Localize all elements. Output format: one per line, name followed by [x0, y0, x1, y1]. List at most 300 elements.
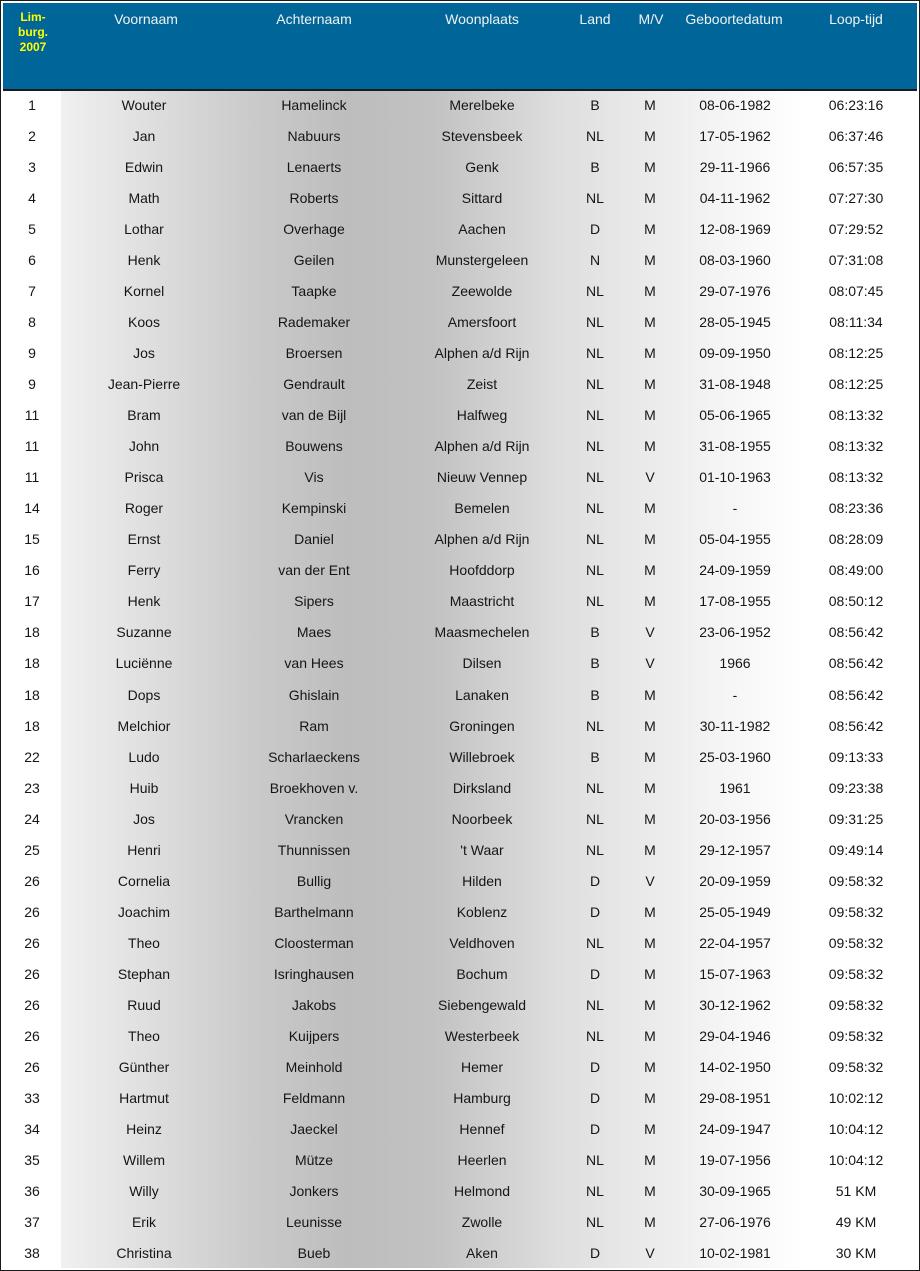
- cell-geboortedatum: 24-09-1947: [699, 1121, 771, 1137]
- cell-mv: M: [644, 904, 656, 920]
- cell-mv: M: [644, 997, 656, 1013]
- cell-mv: M: [644, 593, 656, 609]
- cell-mv: M: [644, 97, 656, 113]
- cell-mv: M: [644, 531, 656, 547]
- cell-voornaam: Theo: [128, 935, 160, 951]
- cell-land: B: [590, 687, 600, 703]
- table-row: [3, 1026, 917, 1048]
- cell-woonplaats: Dirksland: [452, 780, 512, 796]
- cell-looptijd: 10:04:12: [828, 1121, 884, 1137]
- cell-mv: M: [644, 1152, 656, 1168]
- cell-woonplaats: Zeist: [466, 376, 498, 392]
- cell-position: 17: [24, 593, 40, 609]
- cell-land: NL: [586, 718, 604, 734]
- cell-land: NL: [586, 562, 604, 578]
- cell-mv: M: [644, 376, 656, 392]
- cell-woonplaats: Amersfoort: [447, 314, 517, 330]
- cell-position: 25: [24, 842, 40, 858]
- cell-looptijd: 08:11:34: [829, 314, 883, 330]
- cell-position: 11: [24, 407, 40, 423]
- table-row: [3, 809, 917, 831]
- cell-voornaam: Willy: [129, 1183, 159, 1199]
- cell-mv: V: [645, 624, 655, 640]
- table-row: [3, 157, 917, 179]
- cell-mv: M: [644, 345, 656, 361]
- table-row: [3, 685, 917, 707]
- cell-geboortedatum: 08-06-1982: [699, 97, 771, 113]
- cell-voornaam: Henk: [127, 593, 161, 609]
- cell-achternaam: Maes: [296, 624, 332, 640]
- cell-position: 37: [24, 1214, 40, 1230]
- cell-mv: V: [645, 1245, 655, 1261]
- cell-achternaam: Jonkers: [289, 1183, 339, 1199]
- cell-achternaam: Kuijpers: [288, 1028, 340, 1044]
- header-voornaam: Voornaam: [114, 11, 178, 27]
- cell-woonplaats: Siebengewald: [438, 997, 526, 1013]
- cell-land: NL: [586, 780, 604, 796]
- cell-geboortedatum: 01-10-1963: [699, 469, 771, 485]
- cell-geboortedatum: 31-08-1948: [699, 376, 771, 392]
- cell-looptijd: 09:58:32: [828, 935, 884, 951]
- table-row: [3, 902, 917, 924]
- header-achternaam: Achternaam: [276, 11, 352, 27]
- cell-woonplaats: Alphen a/d Rijn: [434, 438, 530, 454]
- cell-achternaam: Geilen: [293, 252, 335, 268]
- cell-mv: M: [644, 966, 656, 982]
- cell-geboortedatum: 10-02-1981: [699, 1245, 771, 1261]
- cell-land: D: [589, 1245, 601, 1261]
- cell-woonplaats: Lanaken: [455, 687, 509, 703]
- table-row: [3, 498, 917, 520]
- cell-geboortedatum: 14-02-1950: [699, 1059, 771, 1075]
- cell-looptijd: 10:04:12: [828, 1152, 884, 1168]
- table-row: [3, 1057, 917, 1079]
- cell-woonplaats: Genk: [465, 159, 499, 175]
- table-row: [3, 312, 917, 334]
- cell-land: NL: [586, 128, 604, 144]
- cell-geboortedatum: 24-09-1959: [699, 562, 771, 578]
- cell-mv: M: [644, 718, 656, 734]
- cell-achternaam: Nabuurs: [287, 128, 341, 144]
- cell-voornaam: Edwin: [124, 159, 164, 175]
- table-row: [3, 591, 917, 613]
- cell-looptijd: 51 KM: [835, 1183, 877, 1199]
- cell-geboortedatum: 05-06-1965: [699, 407, 771, 423]
- cell-position: 26: [24, 966, 40, 982]
- cell-voornaam: Ferry: [127, 562, 161, 578]
- cell-land: NL: [586, 376, 604, 392]
- cell-geboortedatum: 19-07-1956: [699, 1152, 771, 1168]
- table-row: [3, 529, 917, 551]
- cell-voornaam: Math: [128, 190, 160, 206]
- cell-position: 18: [24, 718, 40, 734]
- cell-mv: M: [644, 811, 656, 827]
- cell-looptijd: 08:12:25: [828, 345, 884, 361]
- cell-woonplaats: Bochum: [456, 966, 508, 982]
- cell-voornaam: Dops: [127, 687, 161, 703]
- cell-land: NL: [586, 935, 604, 951]
- table-row: [3, 622, 917, 644]
- cell-voornaam: Theo: [128, 1028, 160, 1044]
- cell-looptijd: 08:56:42: [828, 718, 884, 734]
- cell-position: 35: [24, 1152, 40, 1168]
- table-row: [3, 281, 917, 303]
- table-row: [3, 250, 917, 272]
- cell-mv: M: [644, 438, 656, 454]
- cell-achternaam: Jakobs: [291, 997, 337, 1013]
- cell-land: NL: [586, 593, 604, 609]
- cell-looptijd: 07:29:52: [828, 221, 884, 237]
- cell-geboortedatum: 30-11-1982: [699, 718, 771, 734]
- year-label: [7, 10, 59, 55]
- cell-achternaam: van de Bijl: [281, 407, 347, 423]
- cell-geboortedatum: 05-04-1955: [699, 531, 771, 547]
- cell-voornaam: Prisca: [124, 469, 164, 485]
- table-row: [3, 560, 917, 582]
- cell-looptijd: 08:23:36: [828, 500, 884, 516]
- cell-position: 5: [28, 221, 36, 237]
- cell-looptijd: 09:49:14: [828, 842, 884, 858]
- cell-geboortedatum: 22-04-1957: [699, 935, 771, 951]
- cell-voornaam: Ruud: [127, 997, 161, 1013]
- table-row: [3, 995, 917, 1017]
- cell-position: 15: [24, 531, 40, 547]
- cell-mv: V: [645, 873, 655, 889]
- cell-land: NL: [586, 811, 604, 827]
- table-row: [3, 467, 917, 489]
- cell-geboortedatum: 29-11-1966: [699, 159, 771, 175]
- cell-looptijd: 49 KM: [835, 1214, 877, 1230]
- cell-achternaam: Mütze: [294, 1152, 334, 1168]
- table-row: [3, 1150, 917, 1172]
- cell-looptijd: 09:13:33: [828, 749, 884, 765]
- table-row: [3, 95, 917, 117]
- table-row: [3, 964, 917, 986]
- cell-voornaam: Jos: [133, 811, 155, 827]
- year-label-line: 2007: [19, 40, 47, 54]
- cell-voornaam: Jean-Pierre: [107, 376, 181, 392]
- cell-mv: M: [644, 842, 656, 858]
- cell-voornaam: Jan: [132, 128, 156, 144]
- cell-mv: M: [644, 283, 656, 299]
- cell-geboortedatum: 30-12-1962: [699, 997, 771, 1013]
- cell-geboortedatum: 29-04-1946: [699, 1028, 771, 1044]
- cell-looptijd: 08:13:32: [828, 469, 884, 485]
- cell-mv: V: [645, 655, 655, 671]
- cell-woonplaats: Aken: [466, 1245, 498, 1261]
- cell-woonplaats: Merelbeke: [449, 97, 515, 113]
- cell-looptijd: 08:56:42: [828, 624, 884, 640]
- cell-mv: M: [644, 749, 656, 765]
- cell-looptijd: 30 KM: [835, 1245, 877, 1261]
- cell-woonplaats: Nieuw Vennep: [436, 469, 528, 485]
- header-mv: M/V: [638, 11, 664, 27]
- cell-land: NL: [586, 1152, 604, 1168]
- cell-woonplaats: Maastricht: [449, 593, 515, 609]
- cell-voornaam: Cornelia: [117, 873, 171, 889]
- table-row: [3, 1243, 917, 1265]
- cell-looptijd: 08:56:42: [828, 687, 884, 703]
- cell-position: 6: [28, 252, 36, 268]
- cell-position: 38: [24, 1245, 40, 1261]
- cell-mv: M: [644, 1028, 656, 1044]
- cell-voornaam: Wouter: [121, 97, 167, 113]
- cell-position: 34: [24, 1121, 40, 1137]
- cell-achternaam: Meinhold: [285, 1059, 343, 1075]
- cell-position: 16: [24, 562, 40, 578]
- cell-land: NL: [586, 469, 604, 485]
- cell-voornaam: Günther: [118, 1059, 170, 1075]
- cell-looptijd: 09:23:38: [828, 780, 884, 796]
- cell-woonplaats: Sittard: [461, 190, 503, 206]
- cell-position: 11: [24, 469, 40, 485]
- cell-land: NL: [586, 531, 604, 547]
- cell-geboortedatum: 09-09-1950: [699, 345, 771, 361]
- cell-voornaam: Henk: [127, 252, 161, 268]
- table-row: [3, 1212, 917, 1234]
- cell-land: D: [589, 904, 601, 920]
- cell-voornaam: Henri: [127, 842, 161, 858]
- cell-position: 18: [24, 624, 40, 640]
- cell-mv: M: [644, 500, 656, 516]
- cell-achternaam: Broersen: [285, 345, 343, 361]
- cell-woonplaats: Hennef: [459, 1121, 505, 1137]
- table-row: [3, 219, 917, 241]
- table-row: [3, 933, 917, 955]
- cell-mv: M: [644, 935, 656, 951]
- cell-voornaam: Bram: [127, 407, 161, 423]
- cell-position: 26: [24, 1028, 40, 1044]
- cell-position: 23: [24, 780, 40, 796]
- cell-woonplaats: 't Waar: [460, 842, 504, 858]
- cell-achternaam: Bouwens: [285, 438, 343, 454]
- cell-mv: M: [644, 159, 656, 175]
- cell-achternaam: Roberts: [289, 190, 339, 206]
- cell-geboortedatum: 30-09-1965: [699, 1183, 771, 1199]
- cell-geboortedatum: 04-11-1962: [699, 190, 771, 206]
- cell-achternaam: Thunnissen: [277, 842, 351, 858]
- cell-looptijd: 07:31:08: [828, 252, 884, 268]
- cell-mv: V: [645, 469, 655, 485]
- table-row: [3, 747, 917, 769]
- cell-geboortedatum: 08-03-1960: [699, 252, 771, 268]
- cell-woonplaats: Willebroek: [449, 749, 515, 765]
- cell-looptijd: 08:28:09: [828, 531, 884, 547]
- table-row: [3, 778, 917, 800]
- year-label-line: burg.: [18, 25, 48, 39]
- cell-voornaam: Heinz: [126, 1121, 162, 1137]
- cell-geboortedatum: 31-08-1955: [699, 438, 771, 454]
- cell-position: 11: [24, 438, 40, 454]
- cell-voornaam: Erik: [131, 1214, 157, 1230]
- table-row: [3, 1181, 917, 1203]
- table-row: [3, 653, 917, 675]
- cell-land: B: [590, 749, 600, 765]
- cell-voornaam: Christina: [116, 1245, 172, 1261]
- cell-looptijd: 09:58:32: [828, 904, 884, 920]
- cell-woonplaats: Zeewolde: [451, 283, 513, 299]
- cell-position: 26: [24, 904, 40, 920]
- cell-woonplaats: Alphen a/d Rijn: [434, 531, 530, 547]
- cell-looptijd: 08:13:32: [828, 407, 884, 423]
- cell-land: NL: [586, 1183, 604, 1199]
- cell-land: NL: [586, 438, 604, 454]
- cell-voornaam: Ludo: [128, 749, 160, 765]
- cell-achternaam: Taapke: [291, 283, 337, 299]
- cell-looptijd: 08:07:45: [828, 283, 884, 299]
- cell-land: N: [589, 252, 601, 268]
- cell-looptijd: 06:23:16: [828, 97, 884, 113]
- cell-achternaam: Leunisse: [285, 1214, 343, 1230]
- cell-voornaam: Joachim: [117, 904, 171, 920]
- cell-geboortedatum: 12-08-1969: [699, 221, 771, 237]
- cell-position: 7: [28, 283, 36, 299]
- cell-achternaam: Feldmann: [282, 1090, 346, 1106]
- table-row: [3, 840, 917, 862]
- cell-woonplaats: Aachen: [458, 221, 506, 237]
- cell-woonplaats: Hilden: [462, 873, 502, 889]
- cell-achternaam: Daniel: [294, 531, 334, 547]
- cell-looptijd: 08:56:42: [828, 655, 884, 671]
- cell-looptijd: 08:49:00: [828, 562, 884, 578]
- cell-achternaam: Broekhoven v.: [269, 780, 359, 796]
- cell-land: NL: [586, 1028, 604, 1044]
- cell-woonplaats: Koblenz: [456, 904, 508, 920]
- cell-achternaam: Jaeckel: [290, 1121, 338, 1137]
- cell-looptijd: 09:58:32: [828, 1059, 884, 1075]
- cell-woonplaats: Westerbeek: [444, 1028, 520, 1044]
- cell-land: B: [590, 624, 600, 640]
- cell-achternaam: Sipers: [294, 593, 334, 609]
- cell-looptijd: 09:58:32: [828, 873, 884, 889]
- cell-mv: M: [644, 190, 656, 206]
- cell-land: NL: [586, 345, 604, 361]
- cell-land: NL: [586, 407, 604, 423]
- cell-land: NL: [586, 283, 604, 299]
- table-row: [3, 1088, 917, 1110]
- cell-mv: M: [644, 780, 656, 796]
- cell-position: 2: [28, 128, 36, 144]
- cell-woonplaats: Groningen: [449, 718, 515, 734]
- cell-geboortedatum: 28-05-1945: [699, 314, 771, 330]
- cell-voornaam: Ernst: [127, 531, 161, 547]
- cell-land: D: [589, 873, 601, 889]
- table-header: [3, 3, 917, 91]
- cell-looptijd: 07:27:30: [828, 190, 884, 206]
- cell-position: 9: [28, 345, 36, 361]
- cell-looptijd: 08:12:25: [828, 376, 884, 392]
- cell-achternaam: van Hees: [284, 655, 344, 671]
- cell-land: B: [590, 159, 600, 175]
- cell-position: 14: [24, 500, 40, 516]
- table-row: [3, 871, 917, 893]
- header-looptijd: Loop-tijd: [829, 11, 883, 27]
- cell-looptijd: 09:31:25: [828, 811, 884, 827]
- cell-woonplaats: Stevensbeek: [441, 128, 523, 144]
- cell-woonplaats: Munstergeleen: [435, 252, 529, 268]
- cell-land: D: [589, 1090, 601, 1106]
- cell-woonplaats: Alphen a/d Rijn: [434, 345, 530, 361]
- cell-achternaam: Vis: [304, 469, 324, 485]
- cell-achternaam: Lenaerts: [286, 159, 342, 175]
- cell-mv: M: [644, 1059, 656, 1075]
- cell-woonplaats: Veldhoven: [449, 935, 515, 951]
- cell-looptijd: 08:13:32: [828, 438, 884, 454]
- cell-mv: M: [644, 1214, 656, 1230]
- cell-position: 26: [24, 997, 40, 1013]
- cell-voornaam: Suzanne: [116, 624, 172, 640]
- cell-looptijd: 08:50:12: [828, 593, 884, 609]
- cell-voornaam: Lothar: [124, 221, 164, 237]
- cell-looptijd: 09:58:32: [828, 966, 884, 982]
- cell-voornaam: Stephan: [117, 966, 171, 982]
- cell-position: 4: [28, 190, 36, 206]
- header-geboortedatum: Geboortedatum: [685, 11, 783, 27]
- cell-mv: M: [644, 407, 656, 423]
- cell-achternaam: Ghislain: [288, 687, 340, 703]
- cell-geboortedatum: 17-05-1962: [699, 128, 771, 144]
- table-row: [3, 374, 917, 396]
- cell-land: D: [589, 1121, 601, 1137]
- cell-achternaam: van der Ent: [278, 562, 350, 578]
- cell-land: B: [590, 97, 600, 113]
- cell-voornaam: Huib: [129, 780, 159, 796]
- cell-position: 3: [28, 159, 36, 175]
- cell-voornaam: Willem: [123, 1152, 165, 1168]
- cell-land: NL: [586, 842, 604, 858]
- cell-position: 18: [24, 687, 40, 703]
- cell-achternaam: Gendrault: [283, 376, 345, 392]
- cell-mv: M: [644, 252, 656, 268]
- cell-geboortedatum: 25-05-1949: [699, 904, 771, 920]
- header-land: Land: [579, 11, 611, 27]
- cell-voornaam: Melchior: [117, 718, 171, 734]
- cell-achternaam: Bullig: [296, 873, 332, 889]
- cell-achternaam: Barthelmann: [274, 904, 354, 920]
- cell-position: 33: [24, 1090, 40, 1106]
- cell-voornaam: Kornel: [123, 283, 165, 299]
- cell-mv: M: [644, 128, 656, 144]
- cell-achternaam: Kempinski: [281, 500, 347, 516]
- cell-position: 1: [28, 97, 36, 113]
- cell-woonplaats: Halfweg: [456, 407, 508, 423]
- cell-geboortedatum: 27-06-1976: [699, 1214, 771, 1230]
- cell-woonplaats: Heerlen: [457, 1152, 507, 1168]
- cell-woonplaats: Hamburg: [453, 1090, 511, 1106]
- cell-looptijd: 09:58:32: [828, 1028, 884, 1044]
- cell-achternaam: Vrancken: [284, 811, 344, 827]
- cell-mv: M: [644, 1121, 656, 1137]
- cell-looptijd: 09:58:32: [828, 997, 884, 1013]
- cell-voornaam: John: [128, 438, 160, 454]
- cell-looptijd: 10:02:12: [828, 1090, 884, 1106]
- cell-voornaam: Luciënne: [115, 655, 173, 671]
- table-row: [3, 716, 917, 738]
- cell-geboortedatum: 20-09-1959: [699, 873, 771, 889]
- cell-position: 26: [24, 873, 40, 889]
- cell-land: B: [590, 655, 600, 671]
- cell-position: 8: [28, 314, 36, 330]
- cell-woonplaats: Noorbeek: [451, 811, 513, 827]
- table-row: [3, 126, 917, 148]
- cell-looptijd: 06:37:46: [828, 128, 884, 144]
- cell-land: NL: [586, 500, 604, 516]
- cell-voornaam: Koos: [128, 314, 160, 330]
- cell-achternaam: Bueb: [297, 1245, 331, 1261]
- cell-mv: M: [644, 562, 656, 578]
- header-woonplaats: Woonplaats: [445, 11, 519, 27]
- cell-voornaam: Jos: [133, 345, 155, 361]
